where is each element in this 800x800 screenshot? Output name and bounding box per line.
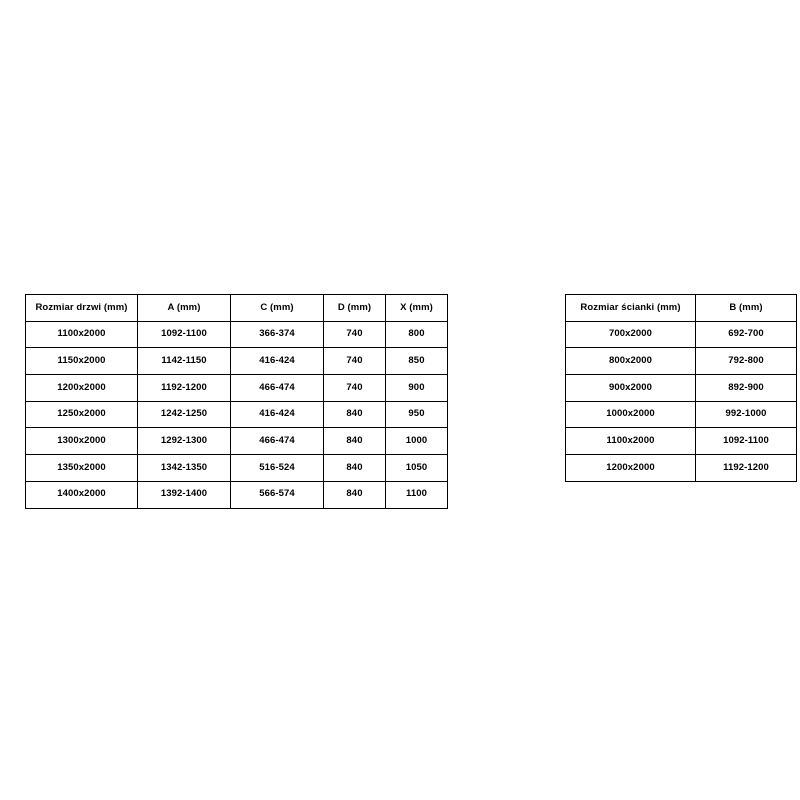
cell-b: 1192-1200 <box>696 455 797 482</box>
cell-c: 516-524 <box>231 455 324 482</box>
table-row <box>26 401 448 428</box>
column-header-b: B (mm) <box>696 295 797 322</box>
cell-x: 1050 <box>386 455 448 482</box>
column-header-wall-size: Rozmiar ścianki (mm) <box>566 295 696 322</box>
cell-d: 740 <box>324 348 386 375</box>
table-row <box>566 321 797 348</box>
table-row <box>566 455 797 482</box>
cell-wall-size: 1000x2000 <box>566 401 696 428</box>
cell-x: 950 <box>386 401 448 428</box>
cell-c: 466-474 <box>231 428 324 455</box>
table-row <box>26 455 448 482</box>
cell-b: 692-700 <box>696 321 797 348</box>
cell-a: 1092-1100 <box>138 321 231 348</box>
column-header-x: X (mm) <box>386 295 448 322</box>
cell-a: 1242-1250 <box>138 401 231 428</box>
cell-a: 1292-1300 <box>138 428 231 455</box>
table-row <box>26 375 448 402</box>
cell-wall-size: 1100x2000 <box>566 428 696 455</box>
cell-x: 850 <box>386 348 448 375</box>
cell-x: 900 <box>386 375 448 402</box>
cell-door-size: 1150x2000 <box>26 348 138 375</box>
cell-door-size: 1300x2000 <box>26 428 138 455</box>
cell-b: 892-900 <box>696 375 797 402</box>
table-row <box>566 348 797 375</box>
cell-x: 1100 <box>386 481 448 508</box>
cell-wall-size: 700x2000 <box>566 321 696 348</box>
cell-door-size: 1200x2000 <box>26 375 138 402</box>
cell-d: 840 <box>324 481 386 508</box>
cell-wall-size: 1200x2000 <box>566 455 696 482</box>
cell-d: 840 <box>324 455 386 482</box>
cell-b: 792-800 <box>696 348 797 375</box>
cell-d: 740 <box>324 375 386 402</box>
cell-b: 1092-1100 <box>696 428 797 455</box>
table-row <box>26 348 448 375</box>
table-row <box>566 428 797 455</box>
table-row <box>566 401 797 428</box>
cell-d: 840 <box>324 401 386 428</box>
cell-c: 466-474 <box>231 375 324 402</box>
cell-a: 1142-1150 <box>138 348 231 375</box>
column-header-door-size: Rozmiar drzwi (mm) <box>26 295 138 322</box>
cell-wall-size: 800x2000 <box>566 348 696 375</box>
cell-x: 1000 <box>386 428 448 455</box>
cell-door-size: 1350x2000 <box>26 455 138 482</box>
cell-c: 416-424 <box>231 348 324 375</box>
cell-x: 800 <box>386 321 448 348</box>
table-header-row <box>26 295 448 322</box>
cell-a: 1342-1350 <box>138 455 231 482</box>
cell-c: 366-374 <box>231 321 324 348</box>
column-header-d: D (mm) <box>324 295 386 322</box>
cell-b: 992-1000 <box>696 401 797 428</box>
table-row <box>26 428 448 455</box>
cell-d: 740 <box>324 321 386 348</box>
cell-a: 1392-1400 <box>138 481 231 508</box>
cell-c: 416-424 <box>231 401 324 428</box>
table-header-row <box>566 295 797 322</box>
door-dimensions-table <box>25 294 448 509</box>
cell-door-size: 1400x2000 <box>26 481 138 508</box>
column-header-a: A (mm) <box>138 295 231 322</box>
cell-a: 1192-1200 <box>138 375 231 402</box>
table-row <box>566 375 797 402</box>
table-row <box>26 321 448 348</box>
cell-c: 566-574 <box>231 481 324 508</box>
column-header-c: C (mm) <box>231 295 324 322</box>
cell-door-size: 1100x2000 <box>26 321 138 348</box>
cell-wall-size: 900x2000 <box>566 375 696 402</box>
table-row <box>26 481 448 508</box>
cell-door-size: 1250x2000 <box>26 401 138 428</box>
wall-dimensions-table <box>565 294 797 482</box>
cell-d: 840 <box>324 428 386 455</box>
